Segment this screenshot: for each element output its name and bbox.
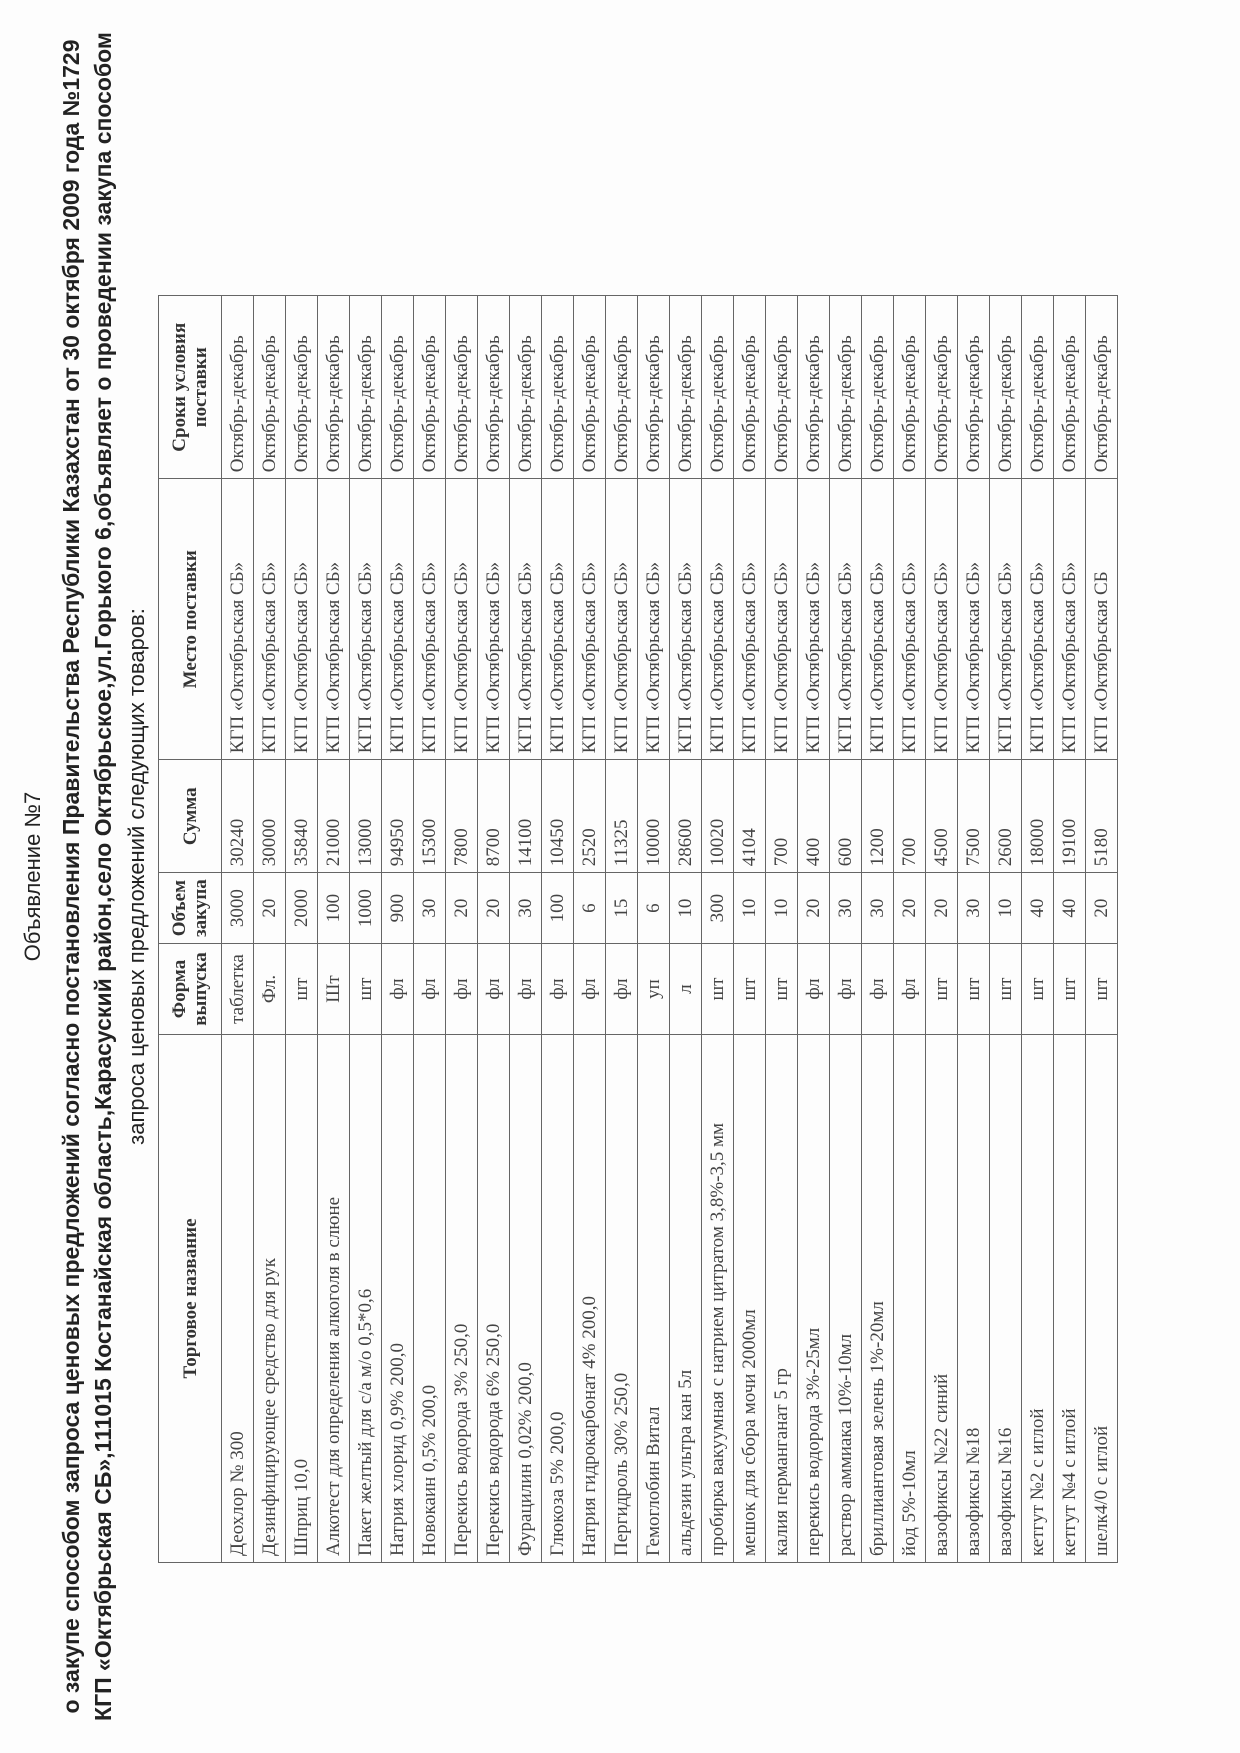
cell-delivery-place: КГП «Октябрьская СБ»: [862, 479, 894, 760]
cell-sum: 14100: [510, 760, 542, 873]
cell-sum: 7500: [958, 760, 990, 873]
cell-trade-name: вазофиксы №16: [990, 1035, 1022, 1563]
cell-delivery-term: Октябрь-декабрь: [350, 296, 382, 479]
table-row: [510, 296, 542, 1563]
cell-delivery-place: КГП «Октябрьская СБ»: [446, 479, 478, 760]
table-row: [830, 296, 862, 1563]
cell-delivery-place: КГП «Октябрьская СБ»: [958, 479, 990, 760]
cell-delivery-term: Октябрь-декабрь: [766, 296, 798, 479]
column-header-quantity: Объем закупа: [159, 873, 222, 944]
cell-delivery-place: КГП «Октябрьская СБ»: [318, 479, 350, 760]
cell-delivery-term: Октябрь-декабрь: [638, 296, 670, 479]
cell-delivery-term: Октябрь-декабрь: [1054, 296, 1086, 479]
cell-quantity: 20: [254, 873, 286, 944]
cell-sum: 2600: [990, 760, 1022, 873]
cell-sum: 400: [798, 760, 830, 873]
cell-release-form: шт: [990, 944, 1022, 1035]
table-row: [894, 296, 926, 1563]
cell-delivery-term: Октябрь-декабрь: [222, 296, 254, 479]
cell-trade-name: кетгут №2 с иглой: [1022, 1035, 1054, 1563]
table-row: [990, 296, 1022, 1563]
table-row: [222, 296, 254, 1563]
cell-quantity: 1000: [350, 873, 382, 944]
cell-trade-name: перекись водорода 3%-25мл: [798, 1035, 830, 1563]
table-row: [766, 296, 798, 1563]
goods-table: [158, 295, 1118, 1563]
cell-release-form: шт: [702, 944, 734, 1035]
cell-trade-name: вазофиксы №22 синий: [926, 1035, 958, 1563]
table-row: [542, 296, 574, 1563]
cell-delivery-term: Октябрь-декабрь: [286, 296, 318, 479]
cell-sum: 94950: [382, 760, 414, 873]
table-row: [574, 296, 606, 1563]
cell-delivery-term: Октябрь-декабрь: [958, 296, 990, 479]
cell-quantity: 10: [670, 873, 702, 944]
cell-quantity: 10: [734, 873, 766, 944]
cell-release-form: Шт: [318, 944, 350, 1035]
cell-trade-name: Перекись водорода 6% 250,0: [478, 1035, 510, 1563]
cell-quantity: 40: [1054, 873, 1086, 944]
announcement-subtitle-line-3: запроса ценовых предложений следующих товаров:: [124, 608, 149, 1145]
cell-delivery-term: Октябрь-декабрь: [670, 296, 702, 479]
cell-delivery-term: Октябрь-декабрь: [798, 296, 830, 479]
cell-quantity: 100: [318, 873, 350, 944]
table-row: [318, 296, 350, 1563]
cell-release-form: Фл.: [254, 944, 286, 1035]
cell-release-form: л: [670, 944, 702, 1035]
announcement-subtitle-line-1: о закупе способом запроса ценовых предложений согласно постановления Правительства Республики Казахстан от 30 октября 2009 года №1729: [58, 39, 84, 1714]
cell-delivery-place: КГП «Октябрьская СБ»: [254, 479, 286, 760]
cell-sum: 30240: [222, 760, 254, 873]
cell-trade-name: кетгут №4 с иглой: [1054, 1035, 1086, 1563]
table-row: [478, 296, 510, 1563]
column-header-delivery-place: Место поставки: [159, 479, 222, 760]
cell-quantity: 900: [382, 873, 414, 944]
cell-delivery-term: Октябрь-декабрь: [510, 296, 542, 479]
table-row: [702, 296, 734, 1563]
cell-sum: 19100: [1054, 760, 1086, 873]
cell-sum: 13000: [350, 760, 382, 873]
cell-delivery-place: КГП «Октябрьская СБ»: [734, 479, 766, 760]
cell-quantity: 30: [830, 873, 862, 944]
cell-release-form: фл: [862, 944, 894, 1035]
cell-delivery-term: Октябрь-декабрь: [734, 296, 766, 479]
cell-delivery-place: КГП «Октябрьская СБ»: [414, 479, 446, 760]
cell-sum: 8700: [478, 760, 510, 873]
cell-sum: 30000: [254, 760, 286, 873]
cell-release-form: фл: [414, 944, 446, 1035]
cell-delivery-place: КГП «Октябрьская СБ»: [798, 479, 830, 760]
cell-delivery-term: Октябрь-декабрь: [542, 296, 574, 479]
table-row: [958, 296, 990, 1563]
cell-sum: 35840: [286, 760, 318, 873]
cell-trade-name: Шприц 10,0: [286, 1035, 318, 1563]
cell-sum: 7800: [446, 760, 478, 873]
column-header-delivery-term: Сроки условия поставки: [159, 296, 222, 479]
cell-trade-name: вазофиксы №18: [958, 1035, 990, 1563]
cell-sum: 600: [830, 760, 862, 873]
column-header-release-form: Форма выпуска: [159, 944, 222, 1035]
cell-delivery-term: Октябрь-декабрь: [702, 296, 734, 479]
cell-release-form: шт: [1086, 944, 1118, 1035]
cell-quantity: 3000: [222, 873, 254, 944]
cell-trade-name: Перекись водорода 3% 250,0: [446, 1035, 478, 1563]
cell-delivery-place: КГП «Октябрьская СБ»: [990, 479, 1022, 760]
cell-quantity: 20: [1086, 873, 1118, 944]
cell-delivery-term: Октябрь-декабрь: [382, 296, 414, 479]
cell-trade-name: мешок для сбора мочи 2000мл: [734, 1035, 766, 1563]
cell-release-form: фл: [830, 944, 862, 1035]
table-row: [798, 296, 830, 1563]
cell-delivery-place: КГП «Октябрьская СБ»: [350, 479, 382, 760]
cell-quantity: 6: [574, 873, 606, 944]
cell-trade-name: шелк4/0 с иглой: [1086, 1035, 1118, 1563]
cell-trade-name: Глюкоза 5% 200,0: [542, 1035, 574, 1563]
table-row: [446, 296, 478, 1563]
cell-trade-name: Дезинфицирующее средство для рук: [254, 1035, 286, 1563]
cell-quantity: 20: [894, 873, 926, 944]
cell-delivery-term: Октябрь-декабрь: [478, 296, 510, 479]
cell-release-form: фл: [798, 944, 830, 1035]
cell-delivery-place: КГП «Октябрьская СБ»: [766, 479, 798, 760]
cell-quantity: 15: [606, 873, 638, 944]
cell-trade-name: Пакет желтый для с/а м/о 0,5*0,6: [350, 1035, 382, 1563]
cell-sum: 18000: [1022, 760, 1054, 873]
table-row: [382, 296, 414, 1563]
cell-release-form: фл: [894, 944, 926, 1035]
cell-delivery-place: КГП «Октябрьская СБ»: [478, 479, 510, 760]
cell-quantity: 20: [926, 873, 958, 944]
cell-sum: 10450: [542, 760, 574, 873]
cell-delivery-place: КГП «Октябрьская СБ»: [606, 479, 638, 760]
table-row: [670, 296, 702, 1563]
cell-quantity: 20: [446, 873, 478, 944]
cell-delivery-term: Октябрь-декабрь: [254, 296, 286, 479]
cell-trade-name: Деохлор № 300: [222, 1035, 254, 1563]
table-row: [926, 296, 958, 1563]
cell-release-form: шт: [1022, 944, 1054, 1035]
table-row: [286, 296, 318, 1563]
table-row: [638, 296, 670, 1563]
table-row: [414, 296, 446, 1563]
cell-sum: 21000: [318, 760, 350, 873]
table-row: [1054, 296, 1086, 1563]
cell-delivery-place: КГП «Октябрьская СБ»: [222, 479, 254, 760]
cell-sum: 15300: [414, 760, 446, 873]
cell-delivery-term: Октябрь-декабрь: [414, 296, 446, 479]
cell-delivery-term: Октябрь-декабрь: [862, 296, 894, 479]
cell-quantity: 6: [638, 873, 670, 944]
cell-trade-name: Гемоглобин Витал: [638, 1035, 670, 1563]
cell-trade-name: пробирка вакуумная с натрием цитратом 3,8%-3,5 мм: [702, 1035, 734, 1563]
cell-delivery-place: КГП «Октябрьская СБ»: [894, 479, 926, 760]
cell-quantity: 30: [414, 873, 446, 944]
cell-quantity: 20: [478, 873, 510, 944]
table-row: [350, 296, 382, 1563]
column-header-trade-name: Торговое название: [159, 1035, 222, 1563]
cell-quantity: 20: [798, 873, 830, 944]
cell-trade-name: Пергидроль 30% 250,0: [606, 1035, 638, 1563]
cell-release-form: шт: [766, 944, 798, 1035]
cell-trade-name: альдезин ультра кан 5л: [670, 1035, 702, 1563]
cell-sum: 11325: [606, 760, 638, 873]
cell-delivery-term: Октябрь-декабрь: [894, 296, 926, 479]
cell-trade-name: Фурацилин 0,02% 200,0: [510, 1035, 542, 1563]
cell-quantity: 2000: [286, 873, 318, 944]
cell-quantity: 100: [542, 873, 574, 944]
cell-delivery-place: КГП «Октябрьская СБ»: [1022, 479, 1054, 760]
cell-quantity: 40: [1022, 873, 1054, 944]
cell-trade-name: Натрия хлорид 0,9% 200,0: [382, 1035, 414, 1563]
cell-delivery-place: КГП «Октябрьская СБ»: [510, 479, 542, 760]
cell-release-form: шт: [286, 944, 318, 1035]
cell-quantity: 300: [702, 873, 734, 944]
cell-release-form: шт: [958, 944, 990, 1035]
cell-release-form: фл: [382, 944, 414, 1035]
cell-trade-name: раствор аммиака 10%-10мл: [830, 1035, 862, 1563]
cell-trade-name: Новокаин 0,5% 200,0: [414, 1035, 446, 1563]
table-body: [222, 296, 1118, 1563]
cell-delivery-term: Октябрь-декабрь: [1022, 296, 1054, 479]
cell-delivery-term: Октябрь-декабрь: [606, 296, 638, 479]
cell-sum: 10000: [638, 760, 670, 873]
cell-release-form: фл: [446, 944, 478, 1035]
cell-sum: 10020: [702, 760, 734, 873]
cell-delivery-term: Октябрь-декабрь: [926, 296, 958, 479]
cell-release-form: фл: [542, 944, 574, 1035]
cell-trade-name: бриллиантовая зелень 1%-20мл: [862, 1035, 894, 1563]
table-header-row: [159, 296, 222, 1563]
cell-release-form: фл: [606, 944, 638, 1035]
column-header-sum: Сумма: [159, 760, 222, 873]
cell-quantity: 10: [766, 873, 798, 944]
cell-delivery-place: КГП «Октябрьская СБ: [1086, 479, 1118, 760]
cell-sum: 4500: [926, 760, 958, 873]
cell-delivery-term: Октябрь-декабрь: [1086, 296, 1118, 479]
cell-delivery-place: КГП «Октябрьская СБ»: [638, 479, 670, 760]
cell-delivery-place: КГП «Октябрьская СБ»: [926, 479, 958, 760]
announcement-subtitle-line-2: КГП «Октябрьская СБ»,111015 Костанайская область,Карасуский район,село Октябрьское,ул.Горького 6,объявляет о проведении закупа способом: [90, 32, 116, 1721]
cell-delivery-place: КГП «Октябрьская СБ»: [830, 479, 862, 760]
cell-delivery-place: КГП «Октябрьская СБ»: [702, 479, 734, 760]
cell-sum: 5180: [1086, 760, 1118, 873]
table-row: [254, 296, 286, 1563]
cell-delivery-term: Октябрь-декабрь: [318, 296, 350, 479]
cell-release-form: фл: [574, 944, 606, 1035]
cell-trade-name: Алкотест для определения алкоголя в слюне: [318, 1035, 350, 1563]
cell-release-form: шт: [1054, 944, 1086, 1035]
cell-trade-name: йод 5%-10мл: [894, 1035, 926, 1563]
cell-sum: 1200: [862, 760, 894, 873]
cell-release-form: шт: [926, 944, 958, 1035]
cell-release-form: фл: [510, 944, 542, 1035]
cell-trade-name: калия перманганат 5 гр: [766, 1035, 798, 1563]
table-row: [862, 296, 894, 1563]
cell-delivery-place: КГП «Октябрьская СБ»: [670, 479, 702, 760]
cell-sum: 700: [894, 760, 926, 873]
cell-quantity: 30: [862, 873, 894, 944]
cell-release-form: шт: [350, 944, 382, 1035]
cell-delivery-place: КГП «Октябрьская СБ»: [1054, 479, 1086, 760]
cell-release-form: фл: [478, 944, 510, 1035]
cell-delivery-place: КГП «Октябрьская СБ»: [574, 479, 606, 760]
table-row: [734, 296, 766, 1563]
cell-quantity: 30: [958, 873, 990, 944]
cell-release-form: шт: [734, 944, 766, 1035]
table-row: [606, 296, 638, 1563]
cell-sum: 28600: [670, 760, 702, 873]
cell-sum: 2520: [574, 760, 606, 873]
announcement-title: Объявление №7: [20, 791, 45, 962]
table-row: [1086, 296, 1118, 1563]
cell-delivery-place: КГП «Октябрьская СБ»: [542, 479, 574, 760]
cell-quantity: 30: [510, 873, 542, 944]
cell-delivery-term: Октябрь-декабрь: [446, 296, 478, 479]
cell-delivery-term: Октябрь-декабрь: [990, 296, 1022, 479]
cell-sum: 700: [766, 760, 798, 873]
cell-release-form: таблетка: [222, 944, 254, 1035]
cell-trade-name: Натрия гидрокарбонат 4% 200,0: [574, 1035, 606, 1563]
cell-sum: 4104: [734, 760, 766, 873]
cell-delivery-place: КГП «Октябрьская СБ»: [382, 479, 414, 760]
cell-delivery-term: Октябрь-декабрь: [574, 296, 606, 479]
cell-quantity: 10: [990, 873, 1022, 944]
cell-delivery-place: КГП «Октябрьская СБ»: [286, 479, 318, 760]
table-row: [1022, 296, 1054, 1563]
cell-release-form: уп: [638, 944, 670, 1035]
cell-delivery-term: Октябрь-декабрь: [830, 296, 862, 479]
